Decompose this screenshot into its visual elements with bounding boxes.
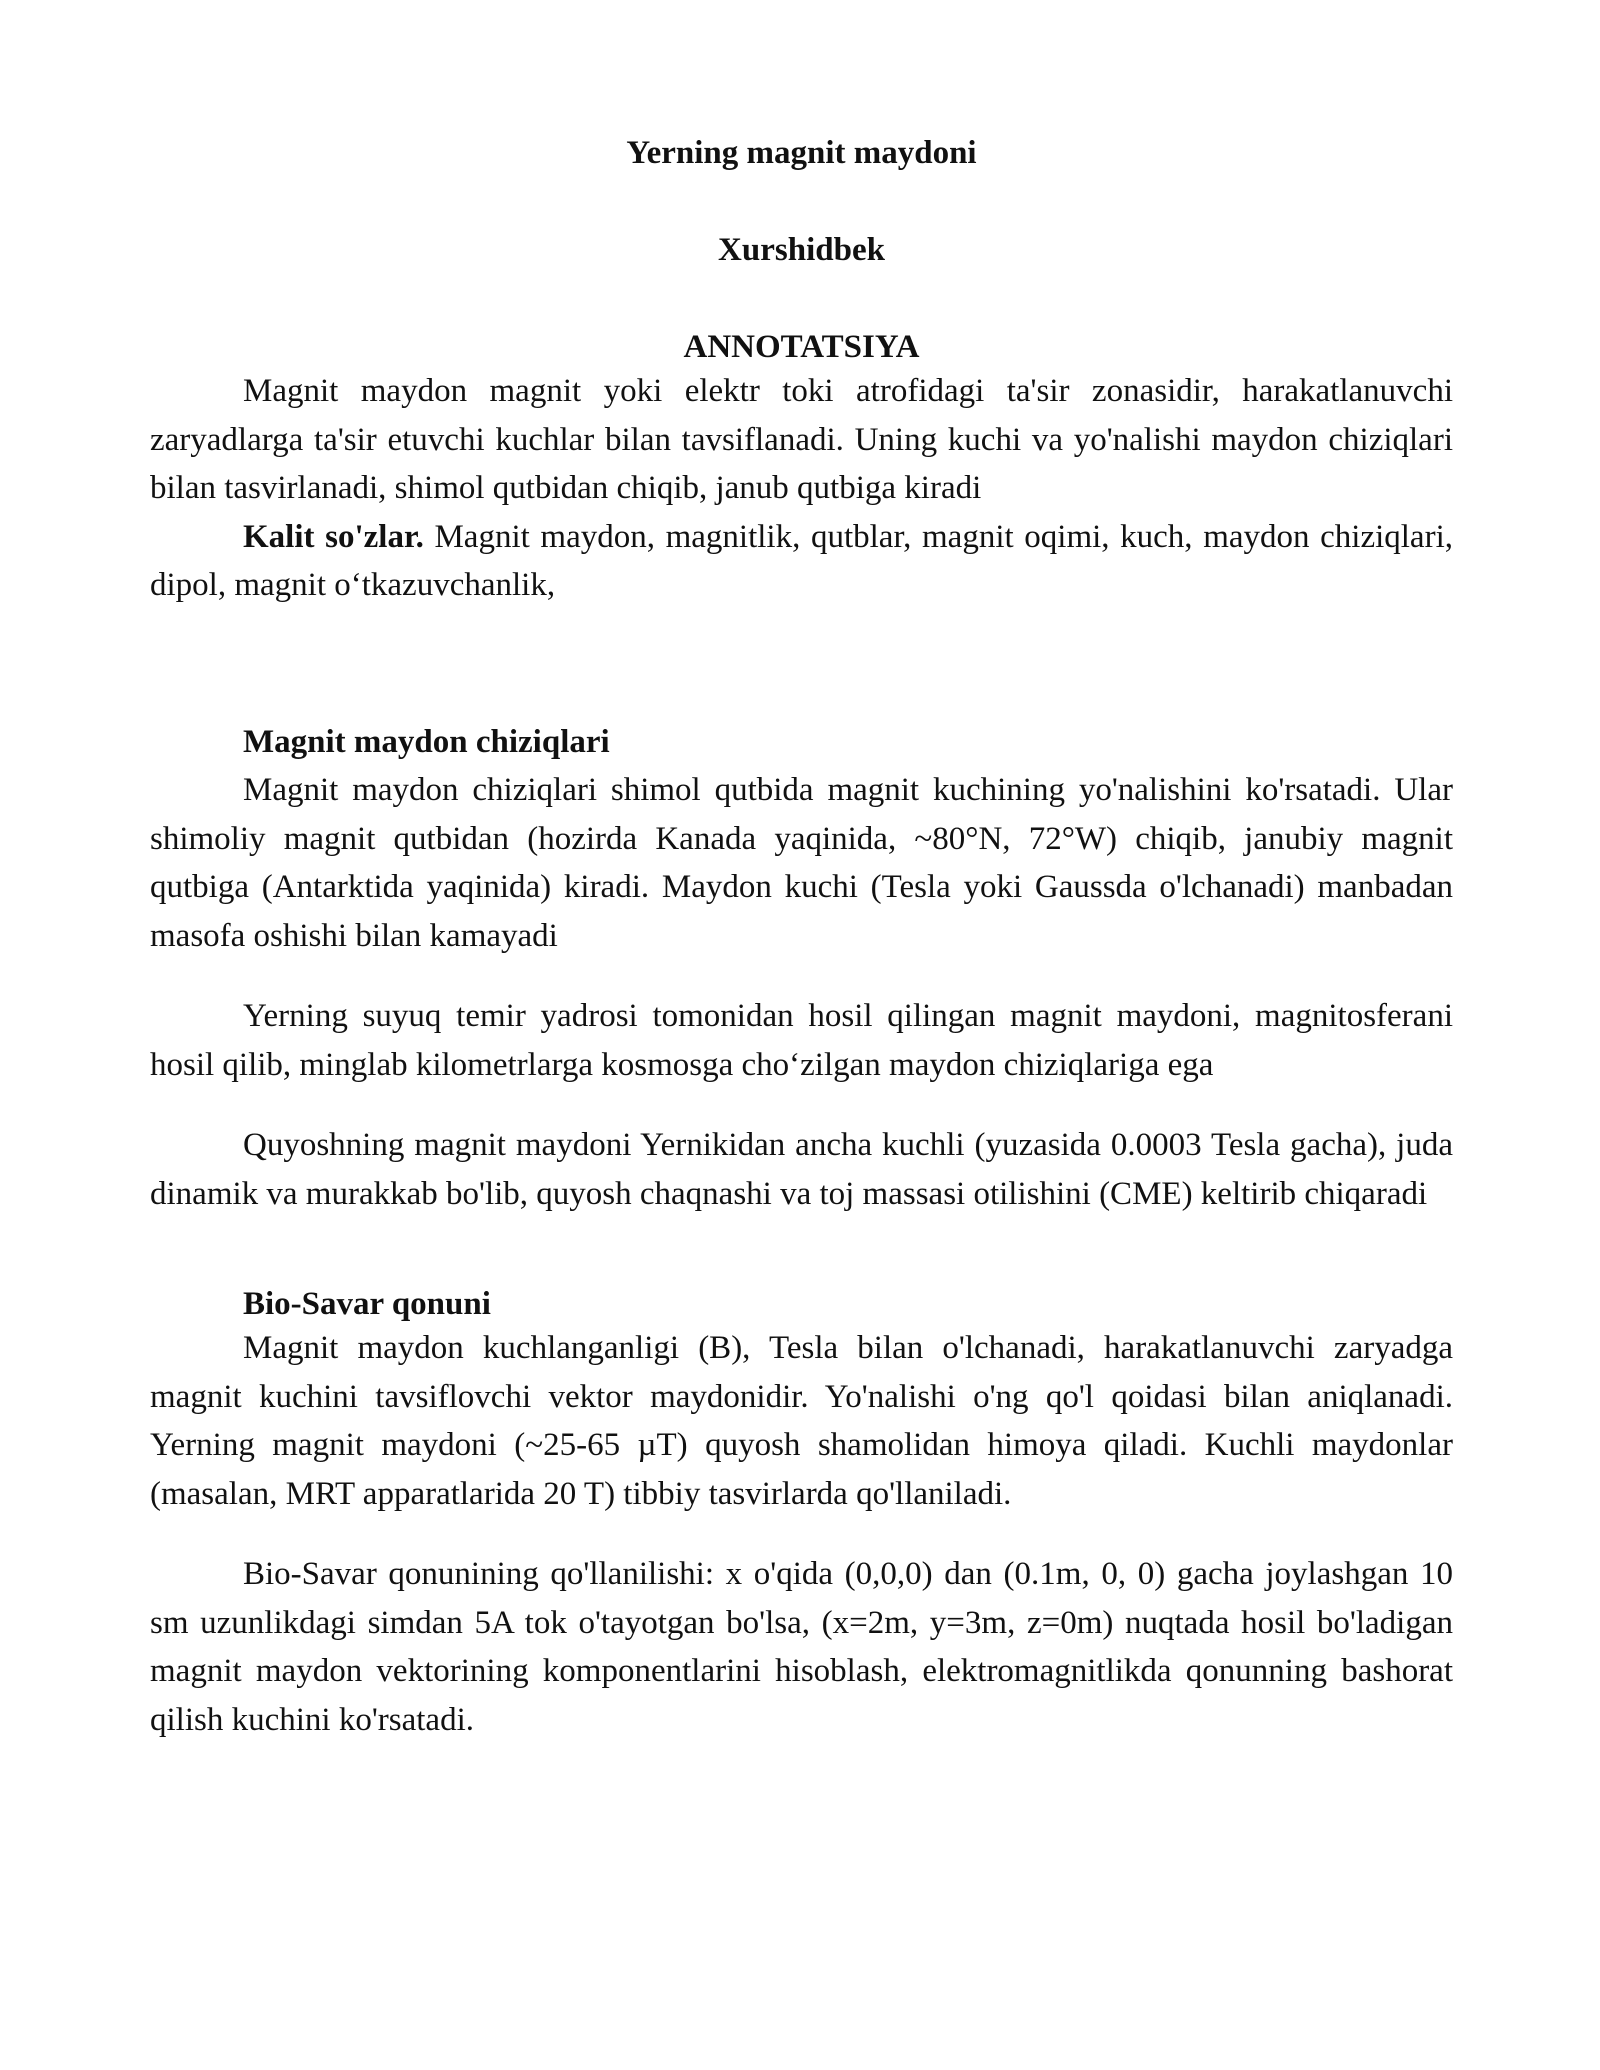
keywords-paragraph xyxy=(150,513,1453,610)
section-paragraph: Bio-Savar qonunining qo'llanilishi: x o'qida (0,0,0) dan (0.1m, 0, 0) gacha joylashgan 10 sm uzunlikdagi simdan 5A tok o'tayotgan bo'lsa, (x=2m, y=3m, z=0m) nuqtada hosil bo'ladigan magnit maydon vektorining komponentlarini hisoblash, elektromagnitlikda qonunning bashorat qilish kuchini ko'rsatadi. xyxy=(150,1556,1453,1738)
author-name: Xurshidbek xyxy=(718,232,885,268)
annotation-heading: ANNOTATSIYA xyxy=(683,329,920,365)
document-title: Yerning magnit maydoni xyxy=(626,135,977,171)
section-paragraph: Magnit maydon chiziqlari shimol qutbida magnit kuchining yo'nalishini ko'rsatadi. Ular shimoliy magnit qutbidan (hozirda Kanada yaqinida, ~80°N, 72°W) chiqib, janubiy magnit qutbiga (Antarktida yaqinida) kiradi. Maydon kuchi (Tesla yoki Gaussda o'lchanadi) manbadan masofa oshishi bilan kamayadi xyxy=(150,772,1453,954)
section-heading-biot-savart: Bio-Savar qonuni xyxy=(243,1286,491,1322)
section-paragraph: Quyoshning magnit maydoni Yernikidan ancha kuchli (yuzasida 0.0003 Tesla gacha), juda dinamik va murakkab bo'lib, quyosh chaqnashi va toj massasi otilishini (CME) keltirib chiqaradi xyxy=(150,1127,1453,1212)
abstract-paragraph: Magnit maydon magnit yoki elektr toki atrofidagi ta'sir zonasidir, harakatlanuvchi zaryadlarga ta'sir etuvchi kuchlar bilan tavsiflanadi. Uning kuchi va yo'nalishi maydon chiziqlari bilan tasvirlanadi, shimol qutbidan chiqib, janub qutbiga kiradi xyxy=(150,373,1453,506)
document-page xyxy=(150,0,1453,1744)
keywords-label: Kalit so'zlar. xyxy=(243,518,424,555)
section-heading-field-lines: Magnit maydon chiziqlari xyxy=(243,723,610,760)
section-paragraph: Yerning suyuq temir yadrosi tomonidan hosil qilingan magnit maydoni, magnitosferani hosil qilib, minglab kilometrlarga kosmosga cho‘zilgan maydon chiziqlariga ega xyxy=(150,998,1453,1083)
section-paragraph: Magnit maydon kuchlanganligi (B), Tesla bilan o'lchanadi, harakatlanuvchi zaryadga magnit kuchini tavsiflovchi vektor maydonidir. Yo'nalishi o'ng qo'l qoidasi bilan aniqlanadi. Yerning magnit maydoni (~25-65 µT) quyosh shamolidan himoya qiladi. Kuchli maydonlar (masalan, MRT apparatlarida 20 T) tibbiy tasvirlarda qo'llaniladi. xyxy=(150,1330,1453,1512)
keywords-text: Magnit maydon, magnitlik, qutblar, magnit oqimi, kuch, maydon chiziqlari, dipol, magnit o‘tkazuvchanlik, xyxy=(150,518,1453,603)
